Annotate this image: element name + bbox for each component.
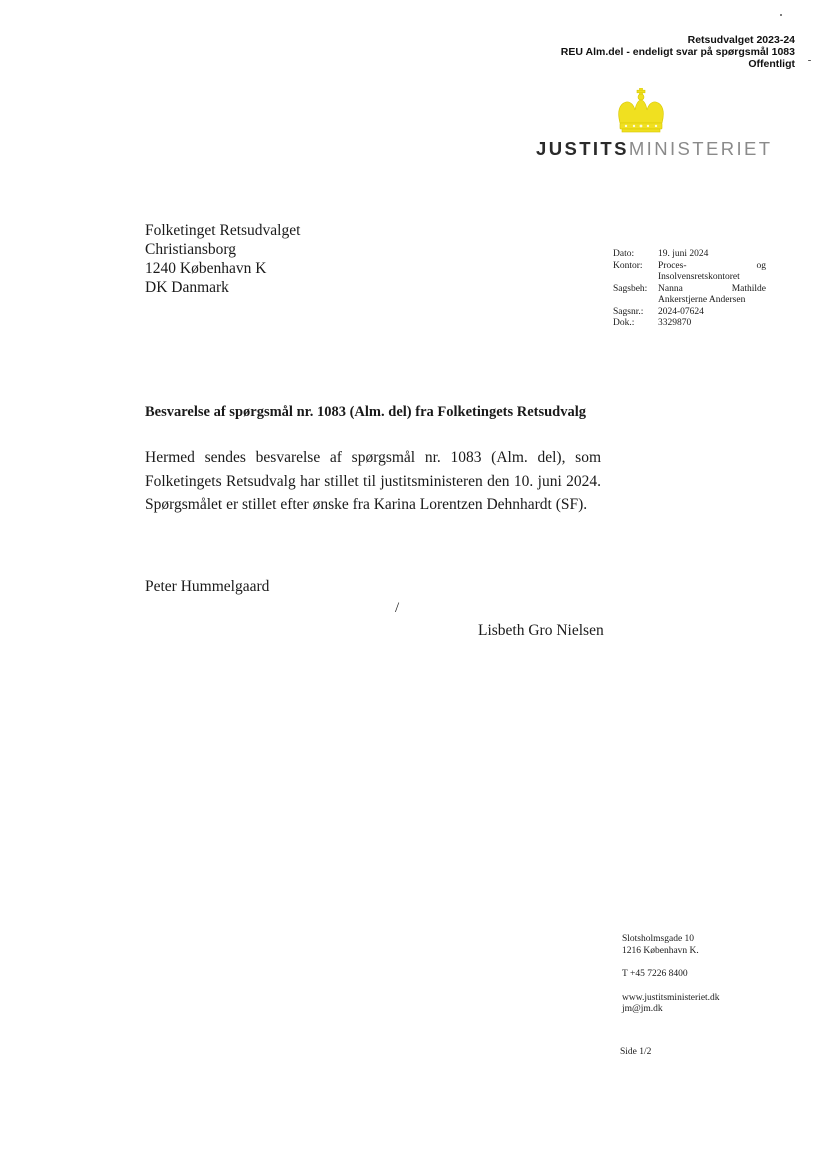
recipient-line-4: DK Danmark xyxy=(145,279,229,296)
logo-part-2: MINISTERIET xyxy=(628,138,773,159)
stamp-line-1: Retsudvalget 2023-24 xyxy=(687,34,795,46)
recipient-line-1: Folketinget Retsudvalget xyxy=(145,222,301,239)
document-meta xyxy=(613,249,766,330)
footer-email: jm@jm.dk xyxy=(622,1004,663,1014)
logo-part-1: JUSTITS xyxy=(536,138,629,159)
meta-date-value: 19. juni 2024 xyxy=(658,249,709,259)
footer-phone: T +45 7226 8400 xyxy=(622,969,688,979)
meta-date-label: Dato: xyxy=(613,249,635,259)
signature-official: Lisbeth Gro Nielsen xyxy=(478,622,604,639)
footer-address-2: 1216 København K. xyxy=(622,945,699,956)
meta-office-value-a: Proces- xyxy=(658,260,687,271)
ministry-logo xyxy=(536,138,772,160)
stamp-line-3: Offentligt xyxy=(748,58,795,70)
recipient-line-2: Christiansborg xyxy=(145,241,236,258)
meta-office-label: Kontor: xyxy=(613,260,643,271)
recipient-line-3: 1240 København K xyxy=(145,260,267,277)
meta-handler-value-b: Mathilde xyxy=(731,283,766,294)
meta-doc-label: Dok.: xyxy=(613,318,635,328)
letter-subject: Besvarelse af spørgsmål nr. 1083 (Alm. del) fra Folketingets Retsudvalg xyxy=(145,404,587,420)
crown-icon xyxy=(614,88,668,134)
meta-handler-label: Sagsbeh: xyxy=(613,283,648,294)
stamp-line-2: REU Alm.del - endeligt svar på spørgsmål 1083 xyxy=(560,46,795,58)
letter-body xyxy=(145,446,601,517)
footer-address-1: Slotsholmsgade 10 xyxy=(622,934,695,944)
scan-speck xyxy=(780,14,782,16)
scan-speck xyxy=(808,60,811,61)
page-number: Side 1/2 xyxy=(620,1047,652,1057)
body-line-3: Spørgsmålet er stillet efter ønske fra Karina Lorentzen Dehnhardt (SF). xyxy=(145,496,588,513)
signature-separator: / xyxy=(395,600,400,616)
footer-contact xyxy=(622,934,720,1016)
body-line-1: Hermed sendes besvarelse af spørgsmål nr. 1083 (Alm. del), som xyxy=(145,449,601,466)
meta-office-value-b: og xyxy=(756,260,766,271)
meta-office-value-c: Insolvensretskontoret xyxy=(658,272,740,282)
body-line-2: Folketingets Retsudvalg har stillet til justitsministeren den 10. juni 2024. xyxy=(145,472,601,490)
meta-handler-value-c: Ankerstjerne Andersen xyxy=(658,295,746,305)
meta-case-value: 2024-07624 xyxy=(658,306,704,317)
recipient-address xyxy=(145,221,300,297)
signature-minister: Peter Hummelgaard xyxy=(145,578,270,595)
meta-case-label: Sagsnr.: xyxy=(613,306,644,317)
document-stamp xyxy=(561,34,795,70)
meta-doc-value: 3329870 xyxy=(658,318,692,328)
meta-handler-value-a: Nanna xyxy=(658,283,683,294)
footer-website: www.justitsministeriet.dk xyxy=(622,992,720,1003)
